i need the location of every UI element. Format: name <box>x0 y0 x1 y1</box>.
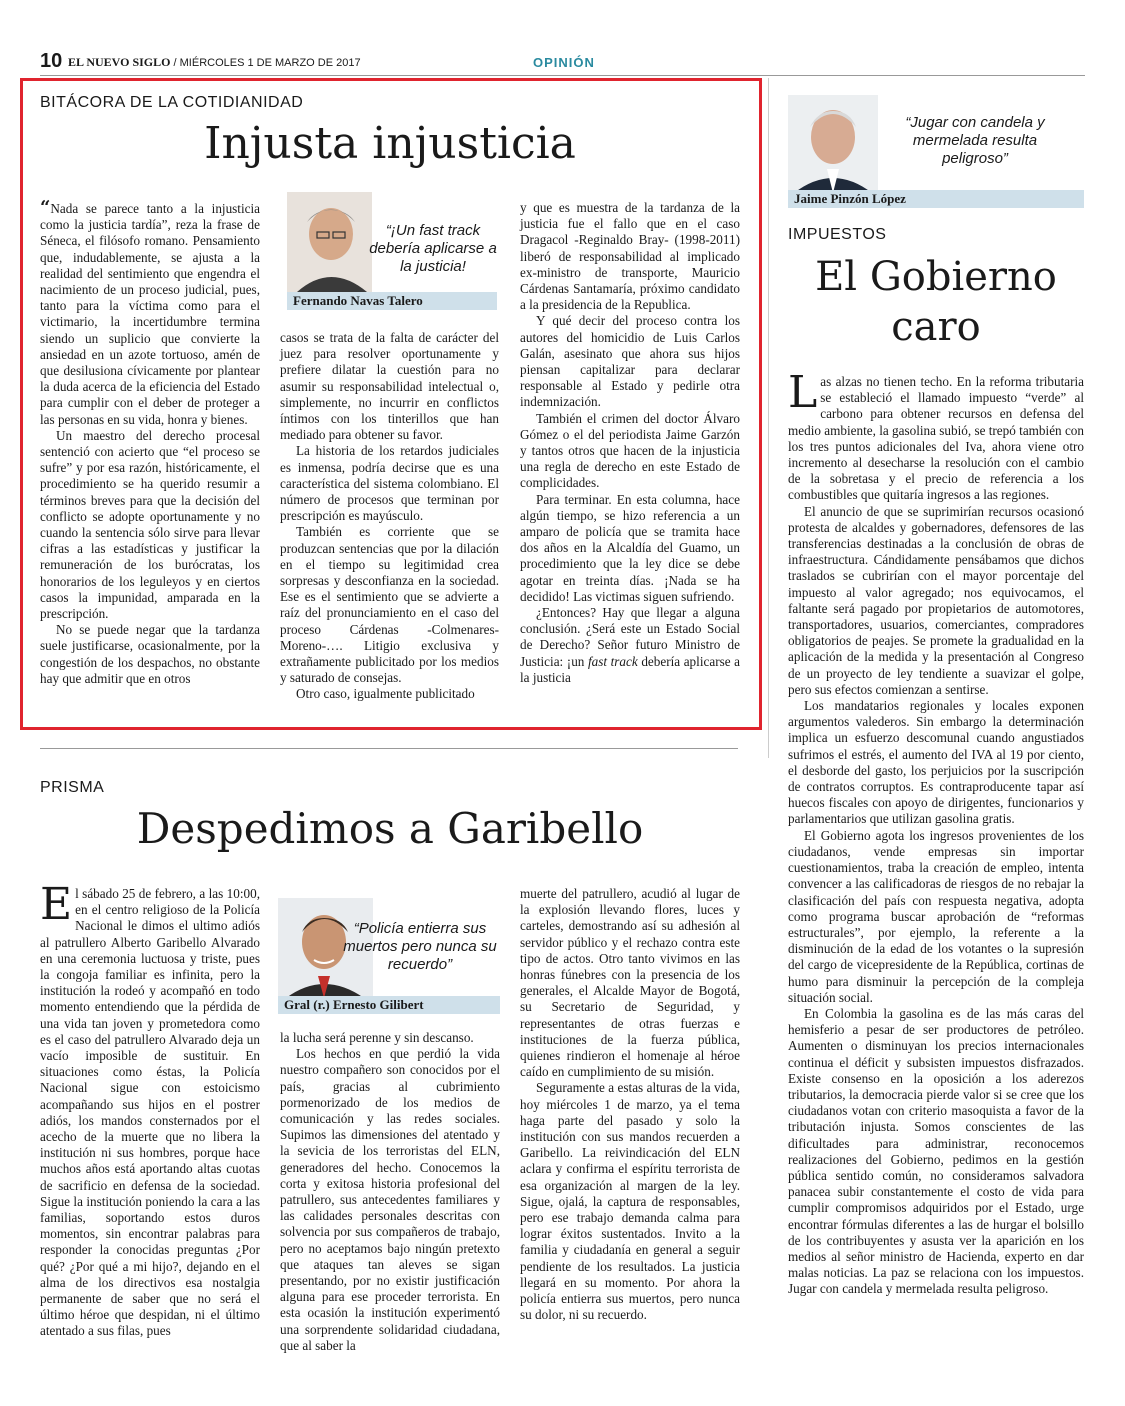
article3-body <box>788 367 1084 1298</box>
page-number: 10 <box>40 50 63 72</box>
article1-headline: Injusta injusticia <box>204 118 576 169</box>
paragraph <box>40 197 260 428</box>
article1-kicker: BITÁCORA DE LA COTIDIANIDAD <box>40 94 304 111</box>
paragraph-text: debería aplicarse a la justicia <box>520 653 741 685</box>
paragraph: No se puede negar que la tardanza suele justificarse, ocasionalmente, por la congestión de los despachos, no obstante hay que admitir que en otros <box>40 622 260 686</box>
paragraph: muerte del patrullero, acudió al lugar de la explosión llevando flores, luces y carteles, demostrando así su adhesión al servidor público y el rechazo contra este tipo de actos. Otro tanto vivimos en las honras fúnebres con la presencia de los generales, el Alcalde Mayor de Bogotá, su Secretario de Seguridad, y representantes de otras fuerzas e instituciones de la fuerza pública, quienes rindieron el homenaje al héroe caído en cumplimiento de su misión. <box>520 886 740 1080</box>
paragraph: También es corriente que se produzcan sentencias que por la dilación en el tiempo su legitimidad crea sorpresas y desconfianza en la sociedad. Ese es el sentimiento que se advierte a raíz del pronunciamiento en el caso del proceso Cárdenas -Colmenares-Moreno-…. Litigio exclusiva y extrañamente publicitado por los medios y saturado de consejas. <box>280 524 499 686</box>
paragraph: y que es muestra de la tardanza de la justicia fue el fallo que en el caso Dragacol -Reginaldo Bray- (1998-2011) liberó de responsabilidad al implicado ex-ministro de transporte, Mauricio Cárdenas Santamaría, próximo candidato a la presidencia de la Republica. <box>520 200 740 313</box>
paragraph <box>520 605 740 686</box>
top-rule <box>40 75 1085 76</box>
drop-cap: E <box>40 879 73 930</box>
article1-pull-quote <box>368 222 498 276</box>
paragraph-text: l sábado 25 de febrero, a las 10:00, en el centro religioso de la Policía Nacional le dimos el ultimo adiós al patrullero Alberto Garibello Alvarado en una ceremonia luctuosa y triste, pues la congoja familiar es infinita, pero la institución la rodeó y acompañó en todo momento entendiendo que la pérdida de una vida tan joven y prometedora como es el caso del patrullero Alvarado deja un vacío imposible de sustituir. En situaciones como éstas, la Policía Nacional sigue con estoicismo acompañando sus hijos en el postrer adiós, los mandos consternados por el acecho de la muerte que no libera la institución ni sus hombres, porque hace muchos años está aportando altas cuotas de sacrificio en defensa de la sociedad. Sigue la institución poniendo la cara a las familias, soportando estos duros momentos, sin encontrar palabras para responder la conocidas preguntas ¿Por qué? ¿Por qué a mi hijo?, dejando en el alma de los directivos esa nostalgia permanente de saber que no será el último héroe que despidan, ni el último atentado a sus filas, pues <box>40 886 260 1339</box>
article2-pull-quote: “Policía entierra sus muertos pero nunca su recuerdo” <box>343 920 497 973</box>
paper-name: EL NUEVO SIGLO <box>68 55 171 69</box>
pull-quote-text: “¡Un <box>385 222 420 239</box>
article3-headline <box>788 252 1084 352</box>
article1-column-1 <box>40 197 260 687</box>
paragraph: La historia de los retardos judiciales es inmensa, podría decirse que es una característica del sistema colombiano. El número de procesos que terminan por prescripción es mayúsculo. <box>280 443 499 524</box>
article1-column-2 <box>280 330 499 703</box>
article2-kicker: PRISMA <box>40 779 105 796</box>
section-rule <box>40 748 738 749</box>
headline-line: El Gobierno <box>815 254 1057 300</box>
column-divider <box>768 78 769 758</box>
emphasis-text: fast track <box>587 653 638 669</box>
masthead-dateline <box>68 55 361 70</box>
section-label: OPINIÓN <box>533 55 595 70</box>
portrait-icon <box>287 192 372 292</box>
paragraph: El anuncio de que se suprimirían recursos ocasionó protesta de alcaldes y gobernadores, defensores de las transferencias destinadas a la conclusión de obras de infraestructura. Cándidamente pensábamos que dichos traslados se cubrirían con el mayor porcentaje del impuesto al valor agregado; nos equivocamos, el faltante será pagado por propietarios de automotores, transportadores, usuarios, comerciantes, compradores obligatorios de peajes. Se promete la gradualidad en la aplicación de la medida y la presentación al Congreso de un proyecto de ley tendiente a suavizar el golpe, pero sus efectos comienzan a sentirse. <box>788 503 1084 697</box>
article3-byline: Jaime Pinzón López <box>788 190 1084 208</box>
paragraph: El Gobierno agota los ingresos provenientes de los ciudadanos, vende empresas sin importar cuestionamientos, traba la creación de empleo, intenta convencer a las calificadoras de riesgos de no rebajar la clasificación del país con respuesta negativa, adopta como programa buscar aprobación de “reformas estructurales”, por ejemplo, la referente a la disminución de la edad de los votantes o la supresión del cargo de vicepresidente de la República, cortinas de humo para disminuir la percepción de la compleja situación social. <box>788 827 1084 1005</box>
paragraph: casos se trata de la falta de carácter del juez para resolver oportunamente y prefiere dilatar la cuestión para no asumir su responsabilidad intelectual o, simplemente, no incurrir en conflictos íntimos con los tinterillos que han mediado para obtener su favor. <box>280 330 499 443</box>
article3-pull-quote: “Jugar con candela y mermelada resulta peligroso” <box>905 114 1045 167</box>
paragraph-text: Nada se parece tanto a la injusticia como la justicia tardía”, reza la frase de Séneca, el filósofo romano. Pensamiento que, indudablemente, se ajusta a la realidad del sentimiento que engendra el nacimiento de un proceso judicial, pues, tanto para la víctima como para el victimario, la incertidumbre termina siendo un suplicio que convierte la ansiedad en un azote tortuoso, amén de que desilusiona cívicamente por plantear la duda acerca de la eficiencia del Estado para cumplir con el deber de proteger a las personas en su vida, honra y bienes. <box>40 201 260 427</box>
paragraph <box>788 367 1084 504</box>
paragraph-text: ¿Entonces? Hay que llegar a alguna conclusión. ¿Será este un Estado Social de Derecho? Señor futuro Ministro de Justicia: ¡un <box>520 605 740 669</box>
paragraph: la lucha será perenne y sin descanso. <box>280 1030 474 1045</box>
article2-headline: Despedimos a Garibello <box>136 804 644 853</box>
paragraph: Los hechos en que perdió la vida nuestro compañero son conocidos por el país, gracias al cubrimiento pormenorizado de los medios de comunicación y las redes sociales. Supimos las dimensiones del atentado y la sevicia de los terroristas del ELN, generadores del hecho. Conocemos la corta y exitosa historia profesional del patrullero, sus antecedentes familiares y las calidades personales descritas con solvencia por sus compañeros de trabajo, pero no aceptamos bajo ningún pretexto que ataques tan aleves se sigan presentando, por no existir justificación alguna para ese proceder terrorista. En esta ocasión la institución experimentó una sorprendente solidaridad ciudadana, que al saber la <box>280 1046 500 1353</box>
article3-kicker: IMPUESTOS <box>788 226 887 243</box>
paragraph: Un maestro del derecho procesal sentenció con acierto que “el proceso se sufre” y por esa razón, históricamente, el procedimiento se ha querido resumir a términos breves para que la decisión del conflicto se adopte oportunamente y no cuando la sentencia sólo sirve para llevar cifras a las estadísticas y justificar la remuneración de los burócratas, los honorarios de los leguleyos y en ciertos casos la impunidad, amparada en la prescripción. <box>40 427 260 622</box>
paragraph: Otro caso, igualmente publicitado <box>296 686 475 702</box>
headline-line: caro <box>891 304 981 350</box>
pull-quote-text: debería aplicarse a la justicia! <box>369 240 497 275</box>
date: / MIÉRCOLES 1 DE MARZO DE 2017 <box>173 57 361 69</box>
author-photo-navas <box>287 192 372 292</box>
paragraph: Los mandatarios regionales y locales exponen argumentos valederos. Sin embargo la determinación implica un esfuerzo descomunal cuando angustiados sufrimos el estrés, el aumento del IVA al 19 por ciento, el desborde del gasto, los perjuicios por la suscripción de contratos corruptos. Es contraproducente tapar así huecos fiscales con apoyo de dirigentes, funcionarios y parlamentarios que utilizan gasolina gratis. <box>788 698 1084 827</box>
open-quote-glyph: “ <box>40 197 51 218</box>
paragraph: Y qué decir del proceso contra los autores del homicidio de Luis Carlos Galán, asesinato que ahora sus hijos piensan capitalizar para declarar responsable al Estado y pedirle otra indemnización. <box>520 313 740 410</box>
paragraph: También el crimen del doctor Álvaro Gómez o el del periodista Jaime Garzón y tantos otros que hacen de la injusticia una regla de derecho en este Estado de complicidades. <box>520 410 740 491</box>
article2-byline: Gral (r.) Ernesto Gilibert <box>278 996 500 1014</box>
pull-quote-emphasis: fast track <box>419 222 481 239</box>
paragraph <box>40 879 260 1340</box>
paragraph-text: as alzas no tienen techo. En la reforma tributaria se estableció el llamado impuesto “verde” al carbono para obtener recursos en defensa del medio ambiente, la gasolina subió, se trepó también con los tres puntos adicionales del Iva, ahora viene otro incremento al desecharse la resolución con el cambio de la sobretasa y el precio de referencia a los combustibles que quitaría ingresos a las regiones. <box>788 374 1084 503</box>
paragraph: En Colombia la gasolina es de las más caras del hemisferio a pesar de ser productores de petróleo. Aumenten o disminuyan los precios internacionales continua el déficit y subsisten impuestos disfrazados. Existe consenso en la oposición a los aderezos tributarios, la democracia pierde valor si se cree que los ciudadanos votan con criterio masoquista a favor de la tributación injusta. Somos conscientes de las dificultades para administrar, reconocemos realizaciones del Gobierno, pedimos en la gestión pública sentido común, no consideramos salvadora panacea subir constantemente el costo de vida para cumplir compromisos adquiridos por el Estado, urge encontrar fórmulas diferentes a las de hurgar el bolsillo de los contribuyentes y asusta ver la aparición en los medios al señor ministro de Hacienda, experto en dar malas noticias. La paz se relaciona con los impuestos. Jugar con candela y mermelada resulta peligroso. <box>788 1005 1084 1297</box>
paragraph: Seguramente a estas alturas de la vida, hoy miércoles 1 de marzo, ya el tema haga parte del pasado y solo la institución con sus mandos recuerden a Garibello. La reivindicación del ELN aclara y confirma el espíritu terrorista de esa organización al margen de la ley. Sigue, ojalá, la captura de responsables, pero ese trabajo demanda calma para lograr éxitos sustentados. Invito a la familia y ciudadanía en general a seguir pendiente de los resultados. La justicia llegará en su momento. Por ahora la policía entierra sus muertos, pero nunca su dolor, ni su recuerdo. <box>520 1080 740 1323</box>
article2-column-3 <box>520 886 740 1323</box>
author-photo-pinzon <box>788 95 878 193</box>
article2-column-1 <box>40 879 260 1340</box>
paragraph: Para terminar. En esta columna, hace algún tiempo, se hizo referencia a un amparo de policía que se tramita hace dos años en la Alcaldía del Guamo, un procedimiento que la ley dice se debe agotar en treinta días. ¡Nada se ha decidido! Las victimas siguen sufriendo. <box>520 491 740 604</box>
drop-cap: L <box>788 367 818 418</box>
portrait-icon <box>788 95 878 193</box>
article2-column-2 <box>280 1030 500 1354</box>
article1-byline: Fernando Navas Talero <box>287 292 497 310</box>
article1-column-3 <box>520 200 740 686</box>
